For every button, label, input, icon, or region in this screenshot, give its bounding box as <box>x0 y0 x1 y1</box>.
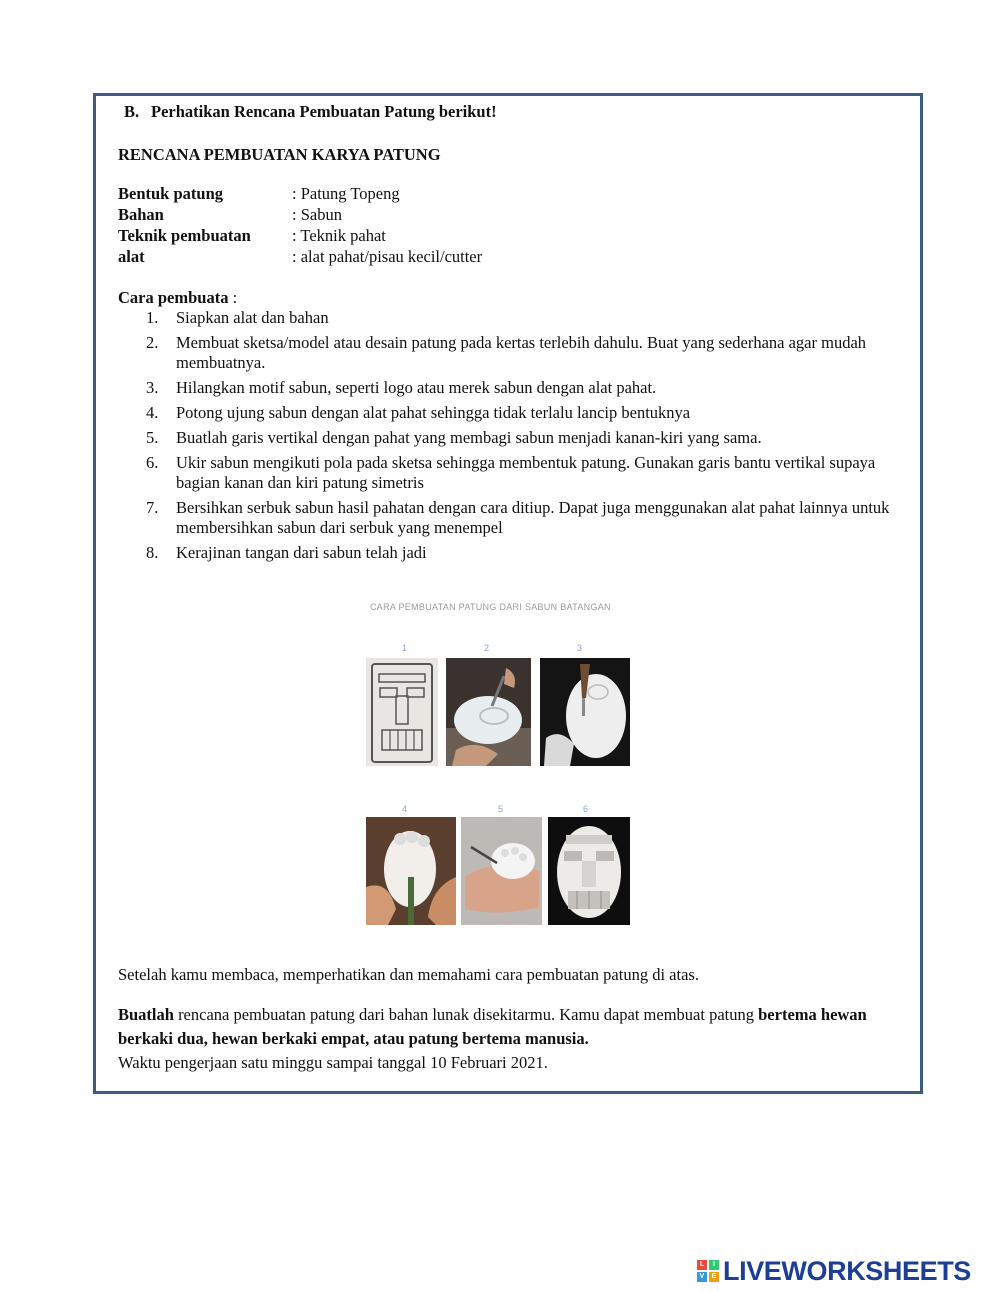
figure-title: CARA PEMBUATAN PATUNG DARI SABUN BATANGAN <box>370 602 611 612</box>
photo-number: 6 <box>583 804 589 814</box>
photo-number: 2 <box>484 643 490 653</box>
deadline-text: Waktu pengerjaan satu minggu sampai tanggal 10 Februari 2021. <box>118 1053 548 1072</box>
spec-label-alat: alat <box>118 247 145 266</box>
liveworksheets-logo <box>697 1256 971 1286</box>
step-item: 3. Hilangkan motif sabun, seperti logo atau merek sabun dengan alat pahat. <box>146 378 657 397</box>
finished-mask-image <box>548 817 630 925</box>
carved-soap-hand-image <box>461 817 542 925</box>
soap-closeup-image <box>540 658 630 766</box>
step-item: 5. Buatlah garis vertikal dengan pahat yang membagi sabun menjadi kanan-kiri yang sama. <box>146 428 762 447</box>
spec-label-bahan: Bahan <box>118 205 164 224</box>
logo-blocks-icon: L I V E <box>697 1260 719 1282</box>
spec-value-bentuk: : Patung Topeng <box>292 184 400 203</box>
step-item: 1. Siapkan alat dan bahan <box>146 308 329 327</box>
step-item: 8. Kerajinan tangan dari sabun telah jadi <box>146 543 427 562</box>
instruction-paragraph-2: Buatlah rencana pembuatan patung dari bahan lunak disekitarmu. Kamu dapat membuat patung bertema hewan berkaki dua, hewan berkaki empat, atau patung bertema manusia. <box>118 1005 867 1048</box>
instruction-paragraph-1: Setelah kamu membaca, memperhatikan dan memahami cara pembuatan patung di atas. <box>118 965 699 984</box>
soap-holding-image <box>366 817 456 925</box>
photo-number: 1 <box>402 643 408 653</box>
steps-list <box>118 308 898 568</box>
cara-label: Cara pembuata : <box>118 288 238 307</box>
spec-label-teknik: Teknik pembuatan <box>118 226 251 245</box>
spec-value-alat: : alat pahat/pisau kecil/cutter <box>292 247 483 266</box>
step-item: 7. Bersihkan serbuk sabun hasil pahatan dengan cara ditiup. Dapat juga menggunakan alat pahat lainnya untuk membersihkan sabun dari serbuk yang menempel <box>146 498 890 537</box>
spec-value-teknik: : Teknik pahat <box>292 226 386 245</box>
plan-title: RENCANA PEMBUATAN KARYA PATUNG <box>118 145 441 164</box>
photo-number: 3 <box>577 643 583 653</box>
step-item: 2. Membuat sketsa/model atau desain patung pada kertas terlebih dahulu. Buat yang sederhana agar mudah membuatnya. <box>146 333 867 372</box>
step-item: 4. Potong ujung sabun dengan alat pahat sehingga tidak terlalu lancip bentuknya <box>146 403 691 422</box>
logo-text: LIVEWORKSHEETS <box>723 1255 971 1286</box>
soap-carving-image <box>446 658 531 766</box>
spec-value-bahan: : Sabun <box>292 205 342 224</box>
photo-number: 5 <box>498 804 504 814</box>
spec-label-bentuk: Bentuk patung <box>118 184 224 203</box>
mask-sketch-image <box>366 658 438 766</box>
section-heading: B. Perhatikan Rencana Pembuatan Patung berikut! <box>124 102 497 121</box>
photo-number: 4 <box>402 804 408 814</box>
step-item: 6. Ukir sabun mengikuti pola pada sketsa sehingga membentuk patung. Gunakan garis bantu vertikal supaya bagian kanan dan kiri patung simetris <box>146 453 876 492</box>
